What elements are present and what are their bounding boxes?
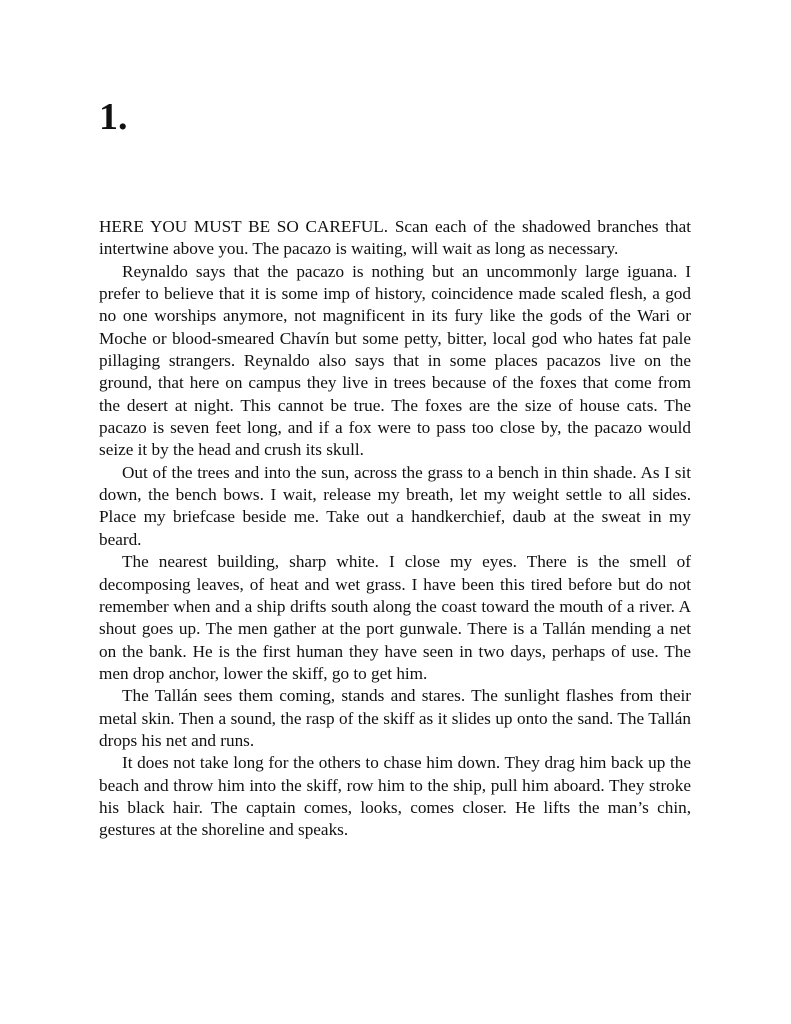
chapter-number: 1. (99, 96, 128, 138)
paragraph-5: The Tallán sees them coming, stands and stares. The sunlight flashes from their metal skin. Then a sound, the rasp of the skiff as it slides up onto the sand. The Tallán drops his net and runs. (99, 686, 691, 750)
paragraph-6: It does not take long for the others to chase him down. They drag him back up the beach and throw him into the skiff, row him to the ship, pull him aboard. They stroke his black hair. The captain comes, looks, comes closer. He lifts the man’s chin, gestures at the shoreline and speaks. (99, 753, 691, 840)
paragraph-4: The nearest building, sharp white. I close my eyes. There is the smell of decomposing leaves, of heat and wet grass. I have been this tired before but do not remember when and a ship drifts south along the coast toward the mouth of a river. A shout goes up. The men gather at the port gunwale. There is a Tallán mending a net on the bank. He is the first human they have seen in two days, perhaps of use. The men drop anchor, lower the skiff, go to get him. (99, 552, 691, 683)
chapter-body (99, 216, 691, 842)
paragraph-1: HERE YOU MUST BE SO CAREFUL. Scan each of the shadowed branches that intertwine above you. The pacazo is waiting, will wait as long as necessary. (99, 217, 691, 259)
paragraph-2: Reynaldo says that the pacazo is nothing but an uncommonly large iguana. I prefer to believe that it is some imp of history, coincidence made scaled flesh, a god no one worships anymore, not magnificent in its fury like the gods of the Wari or Moche or blood-smeared Chavín but some petty, bitter, local god who hates fat pale pillaging strangers. Reynaldo also says that in some places pacazos live on the ground, that here on campus they live in trees because of the foxes that come from the desert at night. This cannot be true. The foxes are the size of house cats. The pacazo is seven feet long, and if a fox were to pass too close by, the pacazo would seize it by the head and crush its skull. (99, 261, 691, 460)
paragraph-3: Out of the trees and into the sun, across the grass to a bench in thin shade. As I sit down, the bench bows. I wait, release my breath, let my weight settle to all sides. Place my briefcase beside me. Take out a handkerchief, daub at the sweat in my beard. (99, 462, 691, 549)
